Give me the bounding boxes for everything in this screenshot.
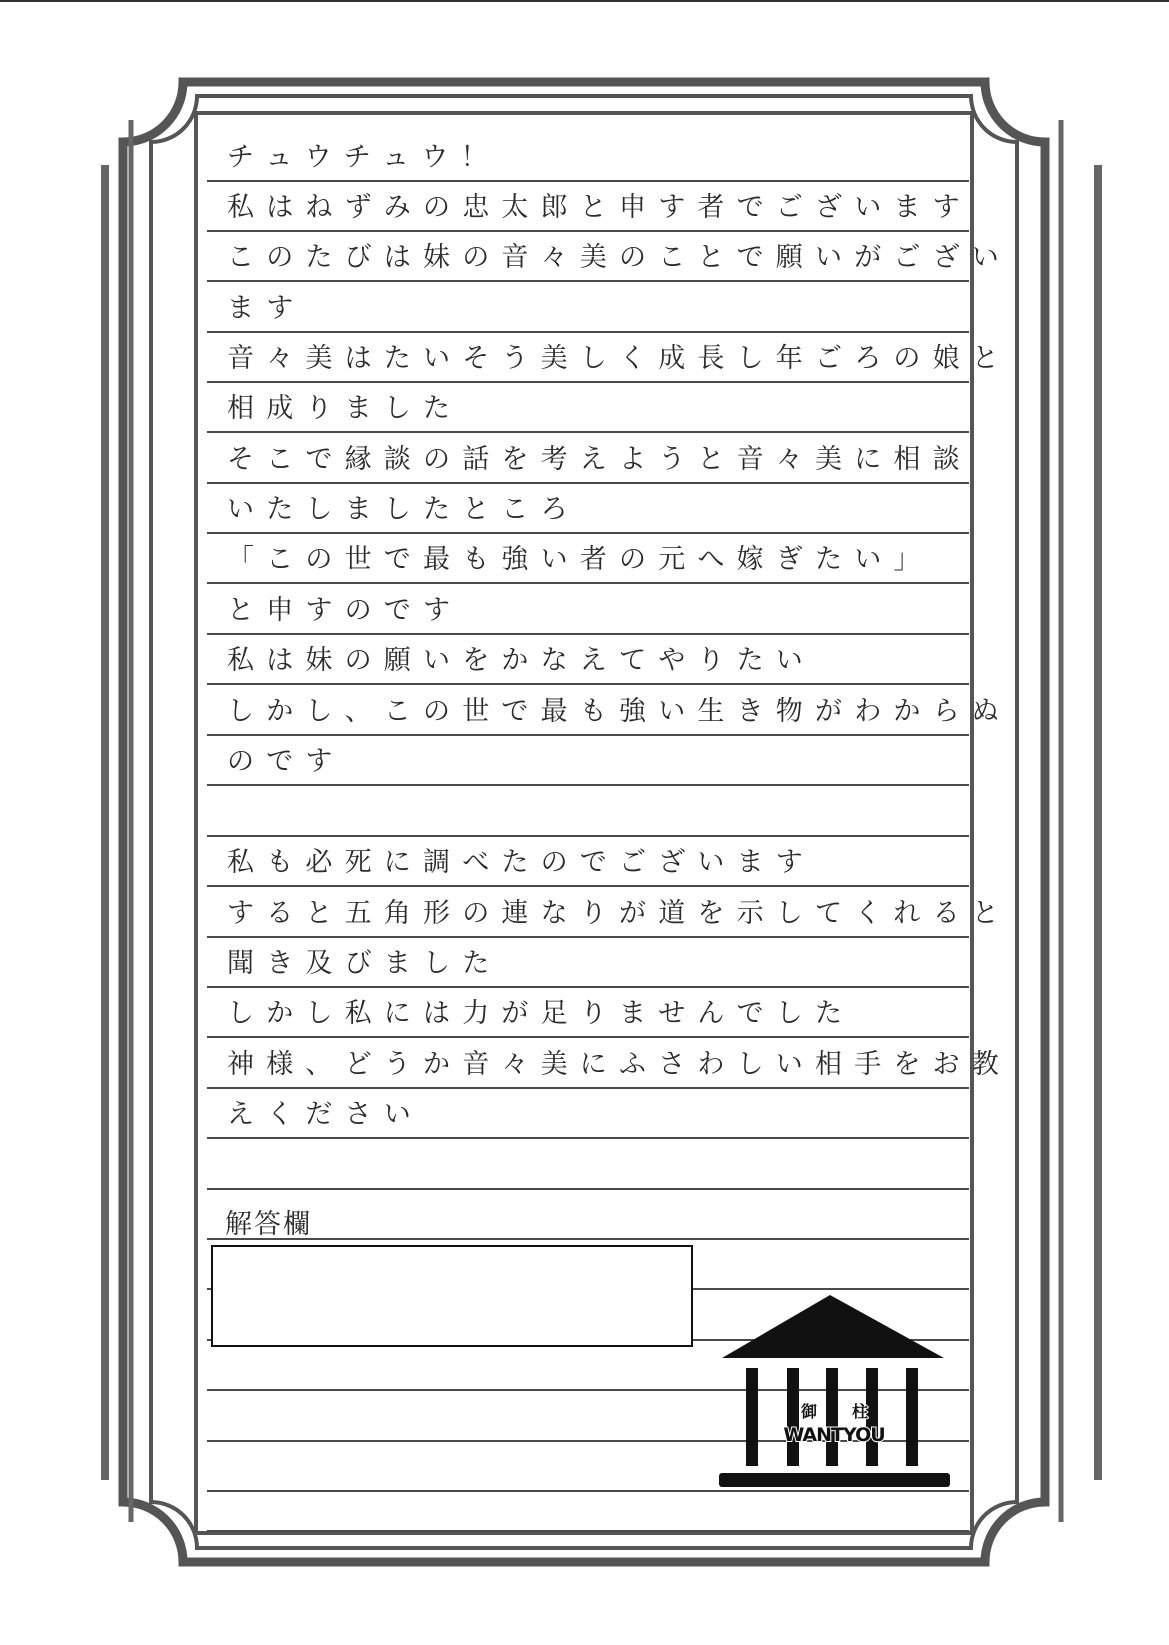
letter-line	[207, 283, 969, 333]
logo-wantyou-text: WANTYOU	[783, 1424, 885, 1446]
letter-line-text: いたしましたところ	[227, 494, 580, 525]
answer-input[interactable]	[211, 1245, 693, 1347]
letter-line	[207, 383, 969, 433]
letter-line-text: 「この世で最も強い者の元へ嫁ぎたい」	[227, 544, 933, 575]
letter-line-text: 私も必死に調べたのでございます	[227, 847, 815, 878]
letter-line-text: えください	[227, 1099, 423, 1130]
ruled-line	[207, 784, 969, 786]
letter-line	[207, 635, 969, 685]
ruled-line	[207, 1036, 969, 1038]
letter-line	[207, 736, 969, 786]
ruled-line	[207, 1530, 969, 1532]
temple-pillar	[826, 1368, 838, 1466]
letter-line	[207, 888, 1011, 938]
ruled-line	[207, 280, 969, 282]
temple-pillars-icon	[716, 1295, 956, 1495]
temple-pillar	[906, 1368, 918, 1466]
temple-roof	[722, 1295, 944, 1358]
letter-line	[207, 333, 1011, 383]
answer-label: 解答欄	[225, 1209, 312, 1240]
letter-line-text: 聞き及びました	[227, 948, 502, 979]
letter-line	[207, 938, 969, 988]
letter-line-text: ます	[227, 293, 306, 324]
temple-base	[719, 1473, 950, 1487]
letter-line-text: 音々美はたいそう美しく成長し年ごろの娘と	[227, 343, 1011, 374]
ruled-line	[207, 1137, 969, 1139]
letter-line-text: そこで縁談の話を考えようと音々美に相談	[227, 444, 972, 475]
ruled-line	[207, 431, 969, 433]
letter-line-text: と申すのです	[227, 595, 463, 626]
letter-line	[207, 1089, 969, 1139]
letter-line-text: 相成りました	[227, 393, 463, 424]
temple-pillar	[787, 1368, 799, 1466]
letter-line	[207, 132, 969, 182]
letter-line	[207, 232, 1011, 282]
ruled-line	[207, 582, 969, 584]
letter-line-text: のです	[227, 746, 345, 777]
letter-line	[207, 434, 972, 484]
letter-line	[207, 1039, 1011, 1089]
ruled-line	[207, 683, 969, 685]
letter-line-text: チュウチュウ！	[227, 142, 500, 173]
letter-line	[207, 182, 972, 232]
letter-line	[207, 787, 969, 837]
letter-line-text: しかし私には力が足りませんでした	[227, 998, 855, 1029]
letter-line	[207, 837, 969, 887]
letter-line	[207, 686, 1011, 736]
ruled-line	[207, 885, 969, 887]
letter-line-text: 私は妹の願いをかなえてやりたい	[227, 645, 815, 676]
letter-line-text: すると五角形の連なりが道を示してくれると	[227, 898, 1011, 929]
letter-line	[207, 988, 969, 1038]
letter-line	[207, 585, 969, 635]
letter-line	[207, 484, 969, 534]
letter-line-text: 私はねずみの忠太郎と申す者でございます	[227, 192, 972, 223]
ruled-line-blank	[207, 1190, 969, 1240]
letter-line	[207, 1140, 969, 1190]
letter-line-text: 神様、どうか音々美にふさわしい相手をお教	[227, 1049, 1011, 1080]
letter-line	[207, 534, 969, 584]
letter-line-text: しかし、この世で最も強い生き物がわからぬ	[227, 696, 1011, 727]
temple-pillar	[746, 1368, 758, 1466]
logo-kanji-right: 柱	[851, 1402, 869, 1421]
letter-line-text: このたびは妹の音々美のことで願いがござい	[227, 242, 1011, 273]
logo-kanji-left: 御	[800, 1402, 818, 1421]
